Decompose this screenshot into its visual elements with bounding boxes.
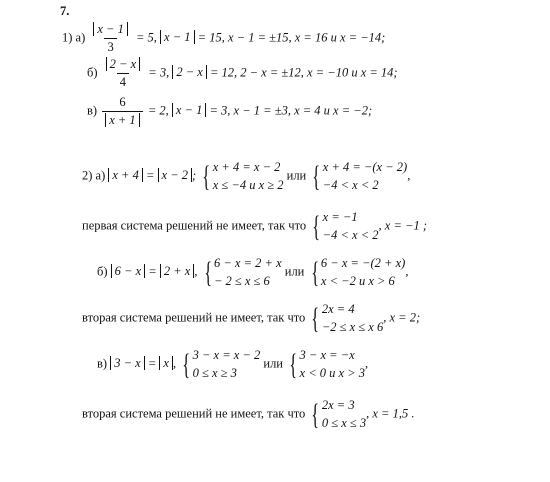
part2b-eq: = — [145, 264, 160, 279]
part2c-end: , — [365, 356, 369, 371]
part1a-line — [62, 22, 385, 55]
sys-row: 0 ≤ x ≤ 3 — [321, 416, 367, 430]
part2c-conclusion — [82, 398, 414, 431]
part2a-system2: { x + 4 = −(x − 2) −4 < x < 2 — [312, 159, 408, 193]
part2a-semi: ; — [192, 168, 197, 183]
sys-row: x + 4 = x − 2 — [212, 160, 281, 174]
part1b-abs: 2 − x — [172, 65, 206, 79]
part2a-note: первая система решений не имеет, так что — [82, 218, 307, 233]
part2b-system3: { 2x = 4 −2 ≤ x ≤ x 6 — [311, 301, 384, 335]
part1c-abs: x − 1 — [172, 103, 206, 117]
part2b-system2: { 6 − x = −(2 + x) x < −2 и x > 6 — [310, 255, 406, 289]
part1a-rest: = 5, — [132, 30, 157, 45]
part2b-semi: , — [194, 264, 198, 279]
sys-row: 2x = 3 — [321, 398, 355, 412]
part1c-numerator: 6 — [119, 95, 126, 109]
part2a-conclusion — [82, 210, 427, 243]
part1a-numerator: x − 1 — [93, 22, 127, 36]
sys-row: 2x = 4 — [321, 302, 355, 316]
sys-row: 6 − x = 2 + x — [213, 256, 282, 270]
part2c-system1: { 3 − x = x − 2 0 ≤ x ≥ 3 — [182, 347, 261, 381]
sys-row: x = −1 — [322, 210, 358, 224]
part2b-conclusion — [82, 302, 420, 335]
part2a-or: или — [286, 168, 307, 183]
part1c-denominator: x + 1 — [105, 113, 139, 127]
part2a-line — [82, 160, 410, 193]
part1b-fraction — [103, 57, 143, 90]
part2a-abs1: x + 4 — [108, 168, 142, 182]
part2a-answer: , x = −1 ; — [378, 218, 427, 233]
part2b-line — [97, 256, 408, 289]
part2b-abs2: 2 + x — [160, 264, 194, 278]
part2a-end: , — [407, 168, 411, 183]
part2a-system1: { x + 4 = x − 2 x ≤ −4 и x ≥ 2 — [202, 159, 284, 193]
part1c-rest: = 2, — [144, 103, 169, 118]
part2b-or: или — [284, 264, 305, 279]
part1b-rest: = 3, — [145, 65, 170, 80]
part2b-abs1: 6 − x — [111, 264, 145, 278]
sys-row: x + 4 = −(x − 2) — [322, 160, 408, 174]
part2c-system2: { 3 − x = −x x < 0 и x > 3 — [289, 347, 365, 381]
part1b-label: б) — [87, 65, 98, 80]
sys-row: −2 ≤ x ≤ x 6 — [321, 320, 384, 334]
sys-row: 3 − x = x − 2 — [192, 348, 261, 362]
part2a-eq: = — [142, 168, 158, 183]
part1c-tail: = 3, x − 1 = ±3, x = 4 и x = −2; — [206, 103, 373, 118]
part2c-label: в) — [97, 356, 108, 371]
part2a-label: 2) а) — [82, 168, 106, 183]
sys-row: −4 < x < 2 — [322, 178, 379, 192]
part1b-numerator: 2 − x — [106, 57, 140, 71]
part2c-abs2: x — [159, 356, 173, 370]
sys-row: −4 < x < 2 — [322, 228, 379, 242]
problem-number: 7. — [60, 4, 70, 18]
part1a-fraction — [90, 22, 130, 55]
part1a-label: 1) а) — [62, 30, 86, 45]
sys-row: x ≤ −4 и x ≥ 2 — [212, 178, 284, 192]
part1c-fraction — [102, 95, 142, 128]
part1a-tail: = 15, x − 1 = ±15, x = 16 и x = −14; — [194, 30, 386, 45]
part2b-label: б) — [97, 264, 108, 279]
part1b-tail: = 12, 2 − x = ±12, x = −10 и x = 14; — [206, 65, 398, 80]
part2c-line — [97, 348, 368, 381]
part2b-system1: { 6 − x = 2 + x − 2 ≤ x ≤ 6 — [203, 255, 282, 289]
sys-row: − 2 ≤ x ≤ 6 — [213, 274, 270, 288]
sys-row: x < −2 и x > 6 — [320, 274, 395, 288]
part1c-label: в) — [87, 103, 98, 118]
part2b-note: вторая система решений не имеет, так что — [82, 310, 306, 325]
part2c-or: или — [263, 356, 283, 371]
part1c-line — [87, 95, 372, 128]
part1a-denominator: 3 — [104, 38, 116, 55]
sys-row: 3 − x = −x — [299, 348, 355, 362]
part2c-abs1: 3 − x — [110, 356, 144, 370]
part2b-answer: , x = 2; — [383, 310, 421, 325]
part2c-note: вторая система решений не имеет, так что — [82, 406, 306, 421]
part2a-system3: { x = −1 −4 < x < 2 — [312, 209, 379, 243]
part2c-semi: , — [172, 356, 177, 371]
part2b-end: , — [405, 264, 409, 279]
part1a-abs: x − 1 — [160, 30, 194, 44]
part2c-answer: , x = 1,5 . — [366, 406, 415, 421]
sys-row: x < 0 и x > 3 — [299, 366, 365, 380]
part1b-denominator: 4 — [117, 73, 129, 90]
part2c-eq: = — [144, 356, 160, 371]
part2a-abs2: x − 2 — [158, 168, 192, 182]
sys-row: 6 − x = −(2 + x) — [320, 256, 406, 270]
part1b-line — [87, 57, 398, 90]
part2c-system3: { 2x = 3 0 ≤ x ≤ 3 — [311, 397, 367, 431]
sys-row: 0 ≤ x ≥ 3 — [192, 366, 237, 380]
